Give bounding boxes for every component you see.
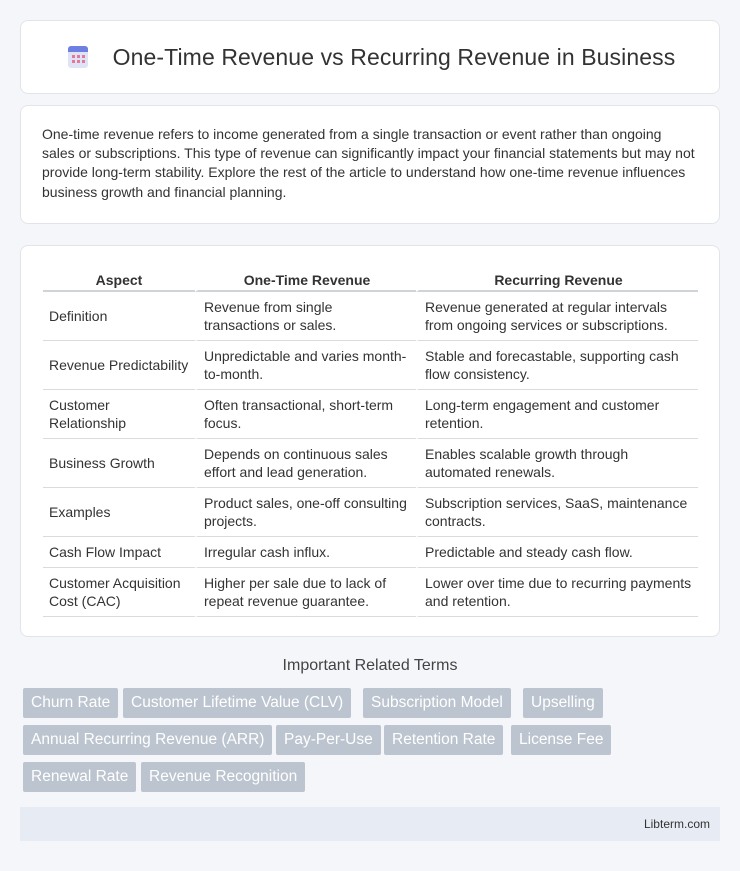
header-recurring: Recurring Revenue — [416, 266, 698, 292]
footer-site-link[interactable]: Libterm.com — [643, 817, 710, 831]
tag-retention-rate[interactable]: Retention Rate — [384, 725, 503, 755]
table-row — [43, 439, 698, 488]
table-row — [43, 488, 698, 537]
cell-one-time: Revenue from single transactions or sales. — [195, 292, 416, 341]
header-aspect: Aspect — [43, 266, 195, 292]
tag-license-fee[interactable]: License Fee — [511, 725, 611, 755]
table-header-row — [43, 266, 698, 292]
tag-subscription-model[interactable]: Subscription Model — [363, 688, 511, 718]
cell-recurring: Long-term engagement and customer retention. — [416, 390, 698, 439]
table-row — [43, 390, 698, 439]
header-one-time: One-Time Revenue — [195, 266, 416, 292]
title-card — [20, 20, 720, 94]
comparison-table — [43, 266, 698, 617]
comparison-table-card — [20, 245, 720, 637]
table-row — [43, 341, 698, 390]
tag-churn-rate[interactable]: Churn Rate — [23, 688, 118, 718]
cell-aspect: Definition — [43, 292, 195, 341]
page-title: One-Time Revenue vs Recurring Revenue in Business — [112, 43, 676, 70]
cell-aspect: Business Growth — [43, 439, 195, 488]
cell-aspect: Customer Relationship — [43, 390, 195, 439]
cell-recurring: Subscription services, SaaS, maintenance contracts. — [416, 488, 698, 537]
table-row — [43, 537, 698, 568]
cell-aspect: Customer Acquisition Cost (CAC) — [43, 568, 195, 617]
cell-recurring: Enables scalable growth through automated renewals. — [416, 439, 698, 488]
cell-recurring: Predictable and steady cash flow. — [416, 537, 698, 568]
cell-recurring: Revenue generated at regular intervals from ongoing services or subscriptions. — [416, 292, 698, 341]
tag-pay-per-use[interactable]: Pay-Per-Use — [276, 725, 381, 755]
cell-aspect: Cash Flow Impact — [43, 537, 195, 568]
intro-text: One-time revenue refers to income generated from a single transaction or event rather than ongoing sales or subscriptions. This type of revenue can significantly impact your financial statements but may not provide long-term stability. Explore the rest of the article to understand how one-time revenue influences business growth and financial planning. — [42, 126, 695, 200]
cell-one-time: Depends on continuous sales effort and lead generation. — [195, 439, 416, 488]
cell-recurring: Stable and forecastable, supporting cash flow consistency. — [416, 341, 698, 390]
related-terms-title: Important Related Terms — [282, 657, 458, 674]
tag-renewal-rate[interactable]: Renewal Rate — [23, 762, 136, 792]
cell-one-time: Higher per sale due to lack of repeat revenue guarantee. — [195, 568, 416, 617]
cell-one-time: Irregular cash influx. — [195, 537, 416, 568]
tag-customer-lifetime-value[interactable]: Customer Lifetime Value (CLV) — [123, 688, 351, 718]
tag-upselling[interactable]: Upselling — [523, 688, 603, 718]
cell-aspect: Revenue Predictability — [43, 341, 195, 390]
cell-recurring: Lower over time due to recurring payments and retention. — [416, 568, 698, 617]
tag-revenue-recognition[interactable]: Revenue Recognition — [141, 762, 305, 792]
cell-one-time: Often transactional, short-term focus. — [195, 390, 416, 439]
cell-one-time: Product sales, one-off consulting projects. — [195, 488, 416, 537]
table-row — [43, 292, 698, 341]
intro-card — [20, 105, 720, 224]
document-grid-icon — [65, 44, 91, 70]
cell-one-time: Unpredictable and varies month-to-month. — [195, 341, 416, 390]
table-row — [43, 568, 698, 617]
tag-annual-recurring-revenue[interactable]: Annual Recurring Revenue (ARR) — [23, 725, 272, 755]
cell-aspect: Examples — [43, 488, 195, 537]
footer — [20, 807, 720, 841]
